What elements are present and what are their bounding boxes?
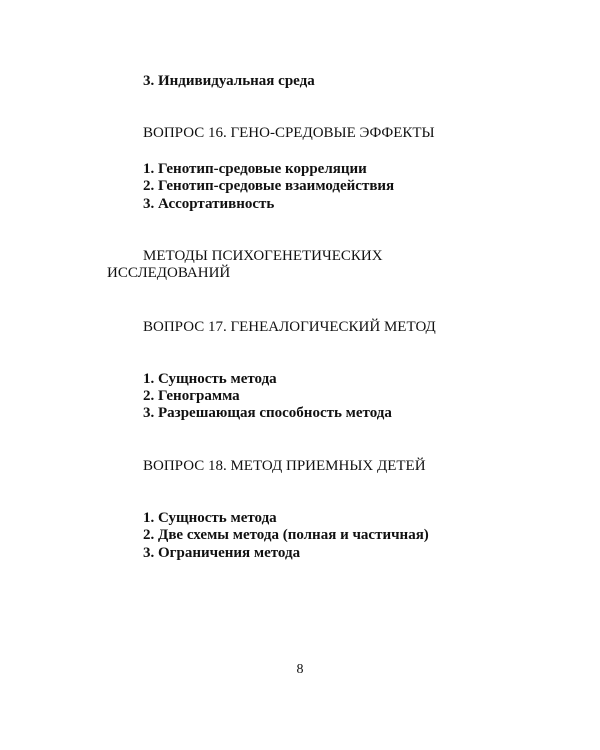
- chapter-heading-line-2: ИССЛЕДОВАНИЙ: [107, 265, 231, 281]
- list-item-two-schemes: 2. Две схемы метода (полная и частичная): [143, 527, 429, 543]
- section-heading-question-18: ВОПРОС 18. МЕТОД ПРИЕМНЫХ ДЕТЕЙ: [143, 458, 426, 474]
- list-item-method-essence-17: 1. Сущность метода: [143, 371, 277, 387]
- section-heading-question-17: ВОПРОС 17. ГЕНЕАЛОГИЧЕСКИЙ МЕТОД: [143, 319, 436, 335]
- list-item-genotype-environment-interactions: 2. Генотип-средовые взаимодействия: [143, 178, 395, 194]
- list-item-individual-environment: 3. Индивидуальная среда: [143, 73, 315, 89]
- page-number: 8: [296, 662, 304, 677]
- chapter-heading-line-1: МЕТОДЫ ПСИХОГЕНЕТИЧЕСКИХ: [143, 248, 383, 264]
- list-item-method-essence-18: 1. Сущность метода: [143, 510, 277, 526]
- list-item-genogram: 2. Генограмма: [143, 388, 240, 404]
- list-item-resolving-power: 3. Разрешающая способность метода: [143, 405, 392, 421]
- list-item-assortativity: 3. Ассортативность: [143, 196, 275, 212]
- list-item-genotype-environment-correlations: 1. Генотип-средовые корреляции: [143, 161, 367, 177]
- list-item-method-limitations: 3. Ограничения метода: [143, 545, 301, 561]
- section-heading-question-16: ВОПРОС 16. ГЕНО-СРЕДОВЫЕ ЭФФЕКТЫ: [143, 125, 435, 141]
